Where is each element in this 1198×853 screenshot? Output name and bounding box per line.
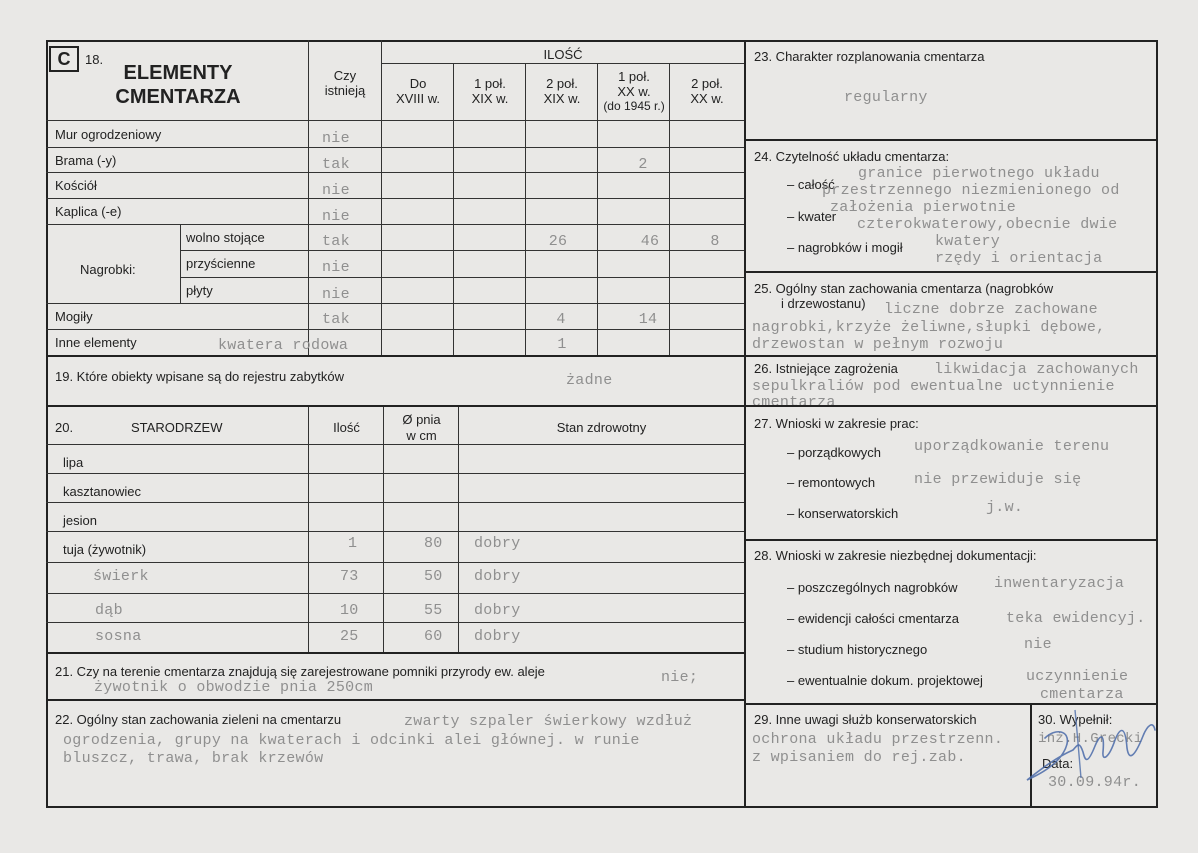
s29-line2: z wpisaniem do rej.zab. xyxy=(752,749,966,766)
s18-col-do-xviii-2: XVIII w. xyxy=(395,91,441,106)
s25-label-1: 25. Ogólny stan zachowania cmentarza (nagrobków xyxy=(754,281,1054,296)
s18-wolno-1pol-xx: 46 xyxy=(640,233,660,250)
s28-item-ewidencji: – ewidencji całości cmentarza xyxy=(787,611,959,626)
s18-row-przyscienne-czy: nie xyxy=(322,259,350,276)
s20-dab-stan: dobry xyxy=(474,602,521,619)
s30-date-label: Data: xyxy=(1042,756,1074,771)
s18-brama-1pol-xx: 2 xyxy=(638,156,648,173)
s18-row-kaplica-label: Kaplica (-e) xyxy=(55,204,122,219)
s28-value-projektowej-2: cmentarza xyxy=(1040,686,1124,703)
s24-line6: rzędy i orientacja xyxy=(935,250,1103,267)
s28-item-projektowej: – ewentualnie dokum. projektowej xyxy=(787,673,983,688)
s18-row-wolno-label: wolno stojące xyxy=(186,230,265,245)
s20-tuja-stan: dobry xyxy=(474,535,521,552)
s20-number: 20. xyxy=(55,420,74,435)
s20-sosna-pien: 60 xyxy=(424,628,443,645)
s18-row-mogily-czy: tak xyxy=(322,311,350,328)
s22-line1: zwarty szpaler świerkowy wzdłuż xyxy=(404,713,693,730)
s22-line3: bluszcz, trawa, brak krzewów xyxy=(63,750,324,767)
s18-row-kaplica-czy: nie xyxy=(322,208,350,225)
s18-title-line2: CMENTARZA xyxy=(115,86,241,108)
s25-line3: drzewostan w pełnym rozwoju xyxy=(752,336,1004,353)
s20-sosna-ilosc: 25 xyxy=(340,628,359,645)
s26-line1: likwidacja zachowanych xyxy=(934,361,1139,378)
s18-row-kosciol-czy: nie xyxy=(322,182,350,199)
s30-label: 30. Wypełnił: xyxy=(1038,712,1113,727)
s24-label: 24. Czytelność układu cmentarza: xyxy=(754,149,950,164)
s20-dab-pien: 55 xyxy=(424,602,443,619)
s18-mogily-2pol-xix: 4 xyxy=(556,311,566,328)
s20-tuja-ilosc: 1 xyxy=(348,535,358,552)
s24-line1: granice pierwotnego układu xyxy=(858,165,1100,182)
s20-row-lipa: lipa xyxy=(63,455,84,470)
s20-dab-ilosc: 10 xyxy=(340,602,359,619)
s18-row-brama-czy: tak xyxy=(322,156,350,173)
s22-line2: ogrodzenia, grupy na kwaterach i odcinki alei głównej. w runie xyxy=(63,732,640,749)
s23-label: 23. Charakter rozplanowania cmentarza xyxy=(754,49,985,64)
s18-row-mur-label: Mur ogrodzeniowy xyxy=(55,127,162,142)
s21-label: 21. Czy na terenie cmentarza znajdują się zarejestrowane pomniki przyrody ew. aleje xyxy=(55,664,545,679)
s27-value-remontowych: nie przewiduje się xyxy=(914,471,1082,488)
s18-number: 18. xyxy=(85,52,104,67)
s24-line4: czterokwaterowy,obecnie dwie xyxy=(857,216,1118,233)
s28-value-ewidencji: teka ewidencyj. xyxy=(1006,610,1146,627)
section-letter: C xyxy=(49,46,79,72)
s27-item-konserwatorskich: – konserwatorskich xyxy=(787,506,899,521)
s18-col-1pol-xix-2: XIX w. xyxy=(471,91,509,106)
s28-value-nagrobkow: inwentaryzacja xyxy=(994,575,1125,592)
s18-nagrobki-label: Nagrobki: xyxy=(80,262,136,277)
s18-row-przyscienne-label: przyścienne xyxy=(186,256,256,271)
s27-value-porzadkowych: uporządkowanie terenu xyxy=(914,438,1110,455)
s18-col-1pol-xix-1: 1 poł. xyxy=(474,76,506,91)
s18-row-mur-czy: nie xyxy=(322,130,350,147)
s18-col-2pol-xx-2: XX w. xyxy=(690,91,724,106)
s20-swierk-ilosc: 73 xyxy=(340,568,359,585)
s26-line3: cmentarza xyxy=(752,394,836,405)
s18-col-1pol-xx-1: 1 poł. xyxy=(618,69,650,84)
s18-col-2pol-xix-1: 2 poł. xyxy=(546,76,578,91)
s29-label: 29. Inne uwagi służb konserwatorskich xyxy=(754,712,977,727)
s24-item-kwater: – kwater xyxy=(787,209,837,224)
s18-col-1pol-xx-2: XX w. xyxy=(617,84,651,99)
s18-row-wolno-czy: tak xyxy=(322,233,350,250)
s20-row-dab: dąb xyxy=(95,602,123,619)
s20-tuja-pien: 80 xyxy=(424,535,443,552)
s29-line1: ochrona układu przestrzenn. xyxy=(752,731,1004,748)
s20-col-pnia-1: Ø pnia xyxy=(402,412,441,427)
s24-line5: kwatery xyxy=(935,233,1001,250)
signature-image xyxy=(1015,700,1165,790)
s20-sosna-stan: dobry xyxy=(474,628,521,645)
s18-col-2pol-xx-1: 2 poł. xyxy=(691,76,723,91)
s18-row-mogily-label: Mogiły xyxy=(55,309,93,324)
s25-line2: nagrobki,krzyże żeliwne,słupki dębowe, xyxy=(752,319,1106,336)
s18-title-line1: ELEMENTY xyxy=(123,62,233,84)
s28-item-studium: – studium historycznego xyxy=(787,642,928,657)
s20-row-swierk: świerk xyxy=(93,568,149,585)
s27-item-porzadkowych: – porządkowych xyxy=(787,445,881,460)
s20-col-ilosc: Ilość xyxy=(333,420,360,435)
s21-line2: żywotnik o obwodzie pnia 250cm xyxy=(94,679,374,696)
s30-date: 30.09.94r. xyxy=(1048,774,1142,791)
s18-col-do-xviii-1: Do xyxy=(409,76,427,91)
s20-col-pnia-2: w cm xyxy=(406,428,437,443)
s18-row-kosciol-label: Kościół xyxy=(55,178,97,193)
s28-value-projektowej: uczynnienie xyxy=(1026,668,1129,685)
s28-item-nagrobkow: – poszczególnych nagrobków xyxy=(787,580,958,595)
s20-swierk-stan: dobry xyxy=(474,568,521,585)
s20-row-jesion: jesion xyxy=(63,513,97,528)
s18-col-czy-2: istnieją xyxy=(324,83,366,98)
s18-col-1pol-xx-3: (do 1945 r.) xyxy=(603,99,665,113)
s28-value-studium: nie xyxy=(1024,636,1052,653)
s27-item-remontowych: – remontowych xyxy=(787,475,876,490)
s20-col-stan: Stan zdrowotny xyxy=(556,420,647,435)
s18-wolno-2pol-xx: 8 xyxy=(710,233,720,250)
s20-row-tuja: tuja (żywotnik) xyxy=(63,542,147,557)
s18-row-brama-label: Brama (-y) xyxy=(55,153,117,168)
s25-label-2: i drzewostanu) xyxy=(781,296,866,311)
s27-value-konserwatorskich: j.w. xyxy=(986,499,1024,516)
s30-name: inż.H.Grecki xyxy=(1038,731,1143,747)
s18-inne-2pol-xix: 1 xyxy=(557,336,567,353)
s22-label: 22. Ogólny stan zachowania zieleni na cmentarzu xyxy=(55,712,342,727)
s18-mogily-1pol-xx: 14 xyxy=(638,311,658,328)
s19-value: żadne xyxy=(566,372,613,389)
s20-title: STARODRZEW xyxy=(131,420,223,435)
s24-item-nagrobkow: – nagrobków i mogił xyxy=(787,240,903,255)
s26-line2: sepulkraliów pod ewentualne uctynnienie xyxy=(752,378,1115,395)
s18-col-2pol-xix-2: XIX w. xyxy=(543,91,581,106)
s18-row-plyty-czy: nie xyxy=(322,286,350,303)
s18-inne-typed: kwatera rodowa xyxy=(218,337,349,354)
s26-label: 26. Istniejące zagrożenia xyxy=(754,361,898,376)
s21-value: nie; xyxy=(661,669,699,686)
s19-label: 19. Które obiekty wpisane są do rejestru zabytków xyxy=(55,369,345,384)
s20-row-kasztanowiec: kasztanowiec xyxy=(63,484,142,499)
s23-value: regularny xyxy=(844,89,928,106)
s18-wolno-2pol-xix: 26 xyxy=(548,233,568,250)
s24-line2: przestrzennego niezmienionego od xyxy=(822,182,1120,199)
s18-row-inne-label: Inne elementy xyxy=(55,335,137,350)
s24-line3: założenia pierwotnie xyxy=(830,199,1017,216)
s18-ilosc-header: ILOŚĆ xyxy=(543,47,583,62)
s27-label: 27. Wnioski w zakresie prac: xyxy=(754,416,919,431)
s18-col-czy-1: Czy xyxy=(333,68,357,83)
s28-label: 28. Wnioski w zakresie niezbędnej dokumentacji: xyxy=(754,548,1037,563)
s18-row-plyty-label: płyty xyxy=(186,283,213,298)
s24-item-calosc: – całość xyxy=(787,177,835,192)
s25-line1: liczne dobrze zachowane xyxy=(884,301,1098,318)
s20-swierk-pien: 50 xyxy=(424,568,443,585)
s20-row-sosna: sosna xyxy=(95,628,142,645)
